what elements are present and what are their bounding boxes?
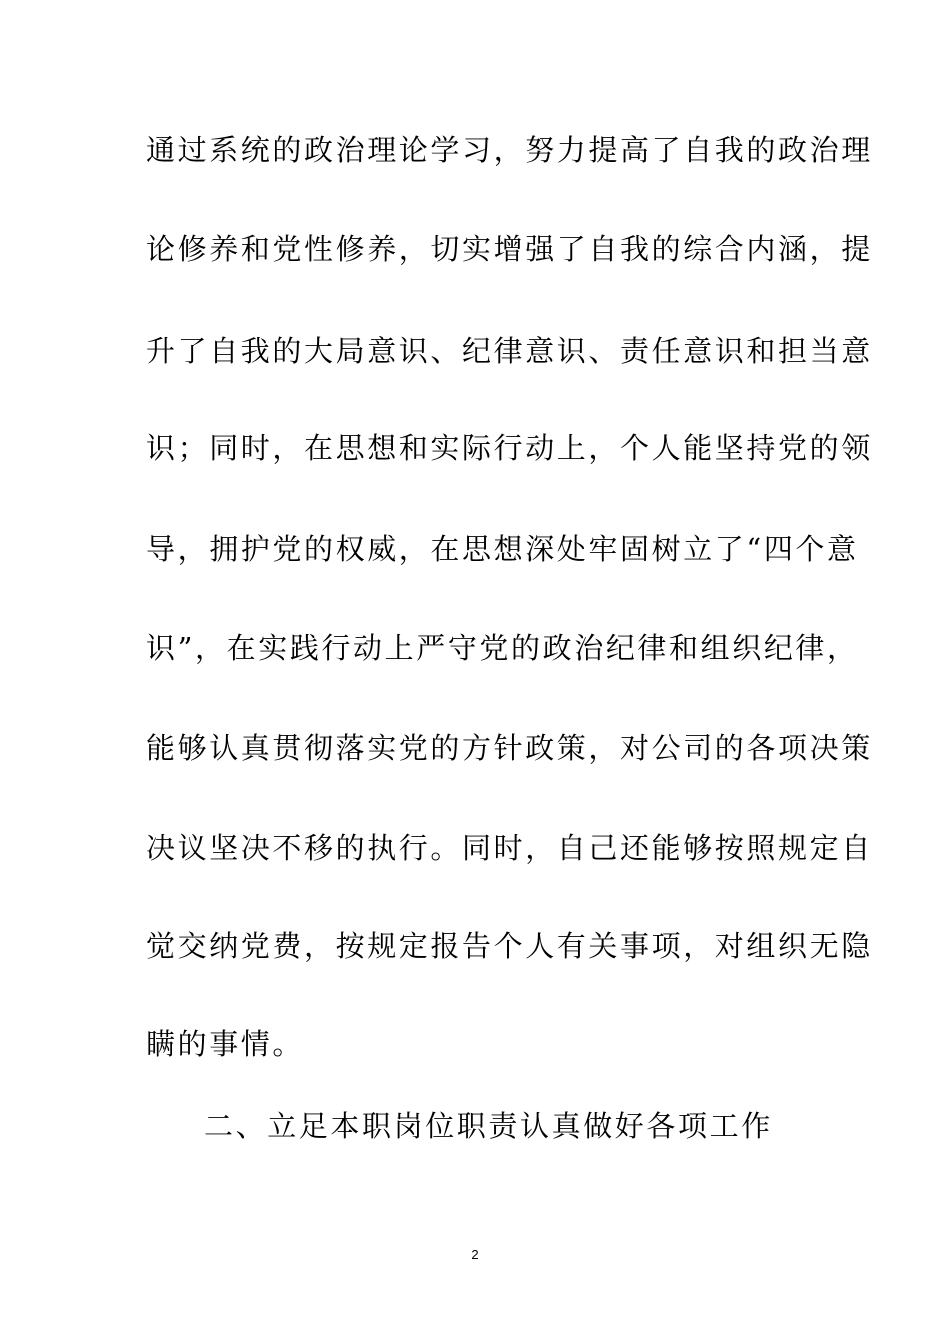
paragraph-line: 觉交纳党费，按规定报告个人有关事项，对组织无隐 <box>146 929 873 963</box>
paragraph-line: 论修养和党性修养，切实增强了自我的综合内涵，提 <box>146 232 873 266</box>
paragraph-line: 识”，在实践行动上严守党的政治纪律和组织纪律， <box>146 631 859 665</box>
paragraph-line: 识；同时，在思想和实际行动上，个人能坚持党的领 <box>146 431 873 465</box>
paragraph-line: 通过系统的政治理论学习，努力提高了自我的政治理 <box>146 133 873 167</box>
paragraph-line: 导，拥护党的权威，在思想深处牢固树立了“四个意 <box>146 532 859 566</box>
paragraph-line: 能够认真贯彻落实党的方针政策，对公司的各项决策 <box>146 731 873 765</box>
page-number: 2 <box>471 1247 479 1262</box>
section-heading: 二、立足本职岗位职责认真做好各项工作 <box>204 1109 773 1143</box>
paragraph-line: 决议坚决不移的执行。同时，自己还能够按照规定自 <box>146 831 873 865</box>
paragraph-line: 瞒的事情。 <box>146 1027 305 1061</box>
paragraph-line: 升了自我的大局意识、纪律意识、责任意识和担当意 <box>146 334 873 368</box>
